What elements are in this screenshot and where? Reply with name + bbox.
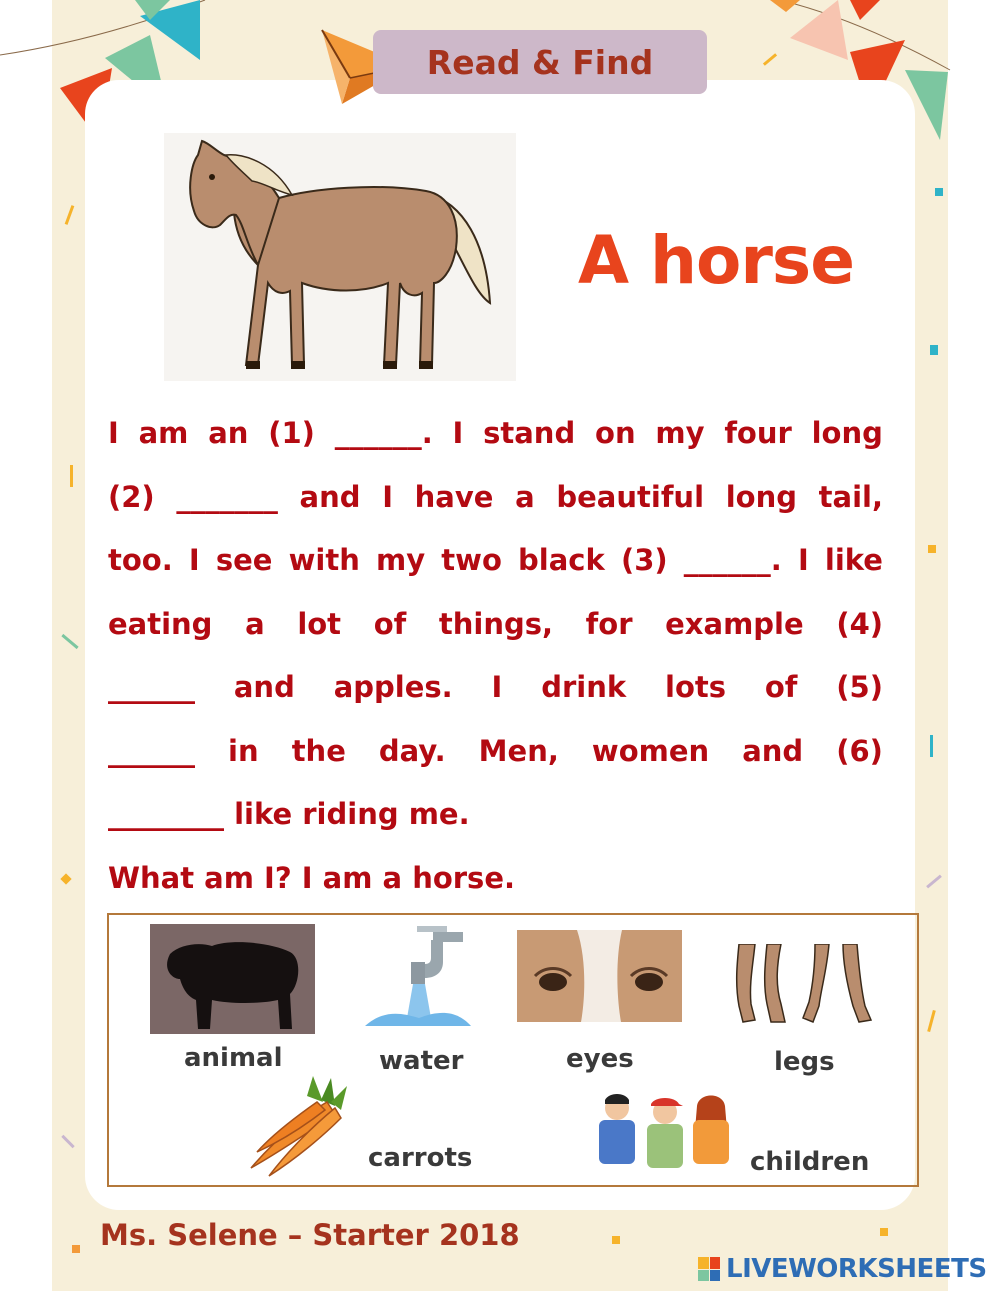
passage-word: lots xyxy=(665,670,726,704)
word-water: water xyxy=(379,1046,464,1076)
passage-question xyxy=(108,847,883,911)
word-animal: animal xyxy=(184,1043,283,1073)
legs-picture xyxy=(715,944,883,1030)
passage-word: with xyxy=(288,543,360,577)
horse-illustration xyxy=(164,133,516,381)
word-carrots: carrots xyxy=(368,1143,473,1173)
passage-word: women xyxy=(591,733,710,768)
passage-word: apples. xyxy=(333,670,453,704)
passage-word: (5) xyxy=(836,670,883,704)
liveworksheets-logo-icon xyxy=(698,1257,720,1281)
passage-word: and xyxy=(233,670,295,704)
passage-word: of xyxy=(764,670,798,704)
passage-word: the xyxy=(291,733,346,768)
passage-last-line xyxy=(108,783,883,847)
passage-word: day. xyxy=(378,733,446,768)
passage-line xyxy=(108,402,883,466)
passage-word: long xyxy=(811,416,883,450)
passage-word: have xyxy=(414,479,494,514)
confetti xyxy=(928,545,936,553)
animal-picture xyxy=(150,924,315,1034)
passage-word: lot xyxy=(297,606,342,641)
passage-word: and xyxy=(299,479,361,514)
passage-word: on xyxy=(595,416,636,450)
passage-word: too. xyxy=(108,543,173,577)
passage-word: example xyxy=(665,606,804,641)
passage-word: stand xyxy=(483,416,576,450)
passage-word: eating xyxy=(108,606,213,641)
header-label: Read & Find xyxy=(426,42,654,82)
passage-word: black xyxy=(518,543,605,577)
passage-word: four xyxy=(724,416,792,450)
passage-word: (3) xyxy=(620,543,668,577)
liveworksheets-watermark xyxy=(698,1254,987,1284)
header-badge xyxy=(373,30,707,94)
passage-line xyxy=(108,656,883,720)
passage-word: a xyxy=(245,606,265,641)
passage-word: I xyxy=(108,416,119,450)
eyes-picture xyxy=(517,930,682,1022)
passage-word: my xyxy=(376,543,426,577)
passage-word: for xyxy=(585,606,633,641)
passage-word: I xyxy=(188,543,200,577)
passage-word: things, xyxy=(438,606,554,641)
water-picture xyxy=(355,922,475,1034)
passage-text: ________ like riding me. xyxy=(108,797,470,831)
passage-word: and xyxy=(742,733,804,768)
passage-word: Men, xyxy=(478,733,559,768)
passage-line xyxy=(108,720,883,784)
passage-word: long xyxy=(725,479,797,514)
passage-word: beautiful xyxy=(556,479,705,514)
word-children: children xyxy=(750,1147,870,1177)
passage-word: in xyxy=(228,733,259,768)
passage-word: a xyxy=(515,479,535,514)
passage-word: (2) xyxy=(108,479,155,514)
confetti xyxy=(70,465,73,487)
passage-word: I xyxy=(382,479,393,514)
passage-word: my xyxy=(655,416,705,450)
passage-line xyxy=(108,529,883,593)
author-credit: Ms. Selene – Starter 2018 xyxy=(100,1218,520,1252)
passage-word: I xyxy=(491,670,503,704)
confetti xyxy=(72,1245,80,1253)
passage-word: see xyxy=(215,543,273,577)
confetti xyxy=(880,1228,888,1236)
passage-word: drink xyxy=(541,670,627,704)
question-text: What am I? I am a horse. xyxy=(108,860,516,895)
passage-word: ______ xyxy=(108,733,195,768)
passage-word: tail, xyxy=(818,479,883,514)
passage-word: am xyxy=(138,416,189,450)
page-title: A horse xyxy=(578,222,854,299)
passage-word: I xyxy=(797,543,809,577)
passage-word: ______. xyxy=(334,416,433,450)
watermark-text: LIVEWORKSHEETS xyxy=(726,1254,987,1284)
passage-word: ______. xyxy=(683,543,782,577)
word-eyes: eyes xyxy=(566,1044,634,1074)
children-picture xyxy=(585,1090,745,1176)
passage-word: _______ xyxy=(176,479,278,514)
passage-word: like xyxy=(824,543,883,577)
reading-passage xyxy=(108,402,883,910)
word-legs: legs xyxy=(774,1047,835,1077)
passage-word: (6) xyxy=(836,733,883,768)
passage-word: (1) xyxy=(268,416,315,450)
passage-word: an xyxy=(208,416,249,450)
confetti xyxy=(930,735,933,757)
passage-word: (4) xyxy=(836,606,883,641)
confetti xyxy=(930,345,938,355)
confetti xyxy=(612,1236,620,1244)
passage-word: I xyxy=(452,416,464,450)
passage-line xyxy=(108,466,883,530)
passage-word: ______ xyxy=(108,670,195,704)
passage-line xyxy=(108,593,883,657)
carrots-picture xyxy=(243,1072,363,1178)
confetti xyxy=(935,188,943,196)
passage-word: of xyxy=(373,606,407,641)
passage-word: two xyxy=(441,543,502,577)
